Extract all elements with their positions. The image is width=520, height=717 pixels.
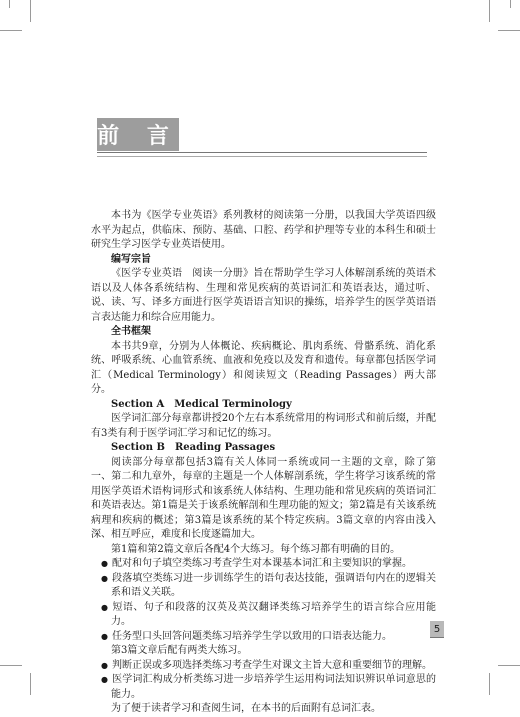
section-heading: Section A Medical Terminology xyxy=(111,398,292,410)
bullet-item: ● 段落填空类练习进一步训练学生的语句表达技能，强调语句内在的逻辑关系和语义关联。 xyxy=(91,572,436,601)
paragraph: 本书为《医学专业英语》系列教材的阅读第一分册，以我国大学英语四级水平为起点，供临床、预防、基础、口腔、药学和护理等专业的本科生和硕士研究生学习医学专业英语使用。 xyxy=(91,210,436,250)
section-heading: 编写宗旨 xyxy=(111,253,151,265)
crop-mark xyxy=(489,0,490,22)
paragraph: 本书共9章，分别为人体概论、疾病概论、肌肉系统、骨骼系统、消化系统、呼吸系统、心血管系统、血液和免疫以及发育和遗传。每章都包括医学词汇（Medical Terminology）和阅读短文（Reading Passages）两大部分。 xyxy=(91,340,436,395)
crop-mark xyxy=(489,673,490,695)
crop-mark xyxy=(30,673,31,695)
bullet-item: ● 配对和句子填空类练习考查学生对本课基本词汇和主要知识的掌握。 xyxy=(91,557,436,572)
page-number-rule xyxy=(430,637,444,638)
paragraph: 第3篇文章后配有两类大练习。 xyxy=(111,645,248,656)
paragraph: 《医学专业英语 阅读一分册》旨在帮助学生学习人体解剖系统的英语术语以及人体各系统结构、生理和常见疾病的英语词汇和英语表达，通过听、说、读、写、译多方面进行医学英语语言知识的操练，培养学生的医学英语语言表达能力和综合应用能力。 xyxy=(91,268,436,323)
crop-mark xyxy=(0,665,22,666)
crop-mark xyxy=(0,30,22,31)
bullet-item: ● 医学词汇构成分析类练习进一步培养学生运用构词法知识辨识单词意思的能力。 xyxy=(91,673,436,702)
crop-mark xyxy=(30,0,31,22)
heading-rule xyxy=(97,152,427,153)
page-number: 5 xyxy=(430,621,444,637)
paragraph: 阅读部分每章都包括3篇有关人体同一系统或同一主题的文章，除了第一、第二和九章外，每章的主题是一个人体解剖系统，学生将学习该系统的常用医学英语术语构词形式和该系统人体结构、生理功能和常见疾病的英语词汇和英语表达。第1篇是关于该系统解剖和生理功能的短文；第2篇是有关该系统病理和疾病的概述；第3篇是该系统的某个特定疾病。3篇文章的内容由浅入深、相互呼应，难度和长度逐篇加大。 xyxy=(91,456,436,540)
section-heading: Section B Reading Passages xyxy=(111,442,276,453)
crop-mark xyxy=(498,665,520,666)
paragraph: 为了便于读者学习和查阅生词，在本书的后面附有总词汇表。 xyxy=(111,703,381,714)
bullet-item: ● 判断正误或多项选择类练习考查学生对课文主旨大意和重要细节的理解。 xyxy=(91,659,436,674)
paragraph: 第1篇和第2篇文章后各配4个大练习。每个练习都有明确的目的。 xyxy=(111,543,401,555)
heading-rule xyxy=(97,156,427,157)
crop-mark xyxy=(510,0,511,8)
page-title: 前 言 xyxy=(97,124,179,149)
crop-mark xyxy=(9,0,10,8)
paragraph: 医学词汇部分每章都讲授20个左右本系统常用的构词形式和前后缀，并配有3类有利于医学词汇学习和记忆的练习。 xyxy=(91,413,436,439)
section-heading: 全书框架 xyxy=(111,326,151,337)
bullet-item: ● 任务型口头回答问题类练习培养学生学以致用的口语表达能力。 xyxy=(91,630,436,645)
crop-mark xyxy=(498,30,520,31)
preface-body xyxy=(91,209,436,717)
bullet-item: ● 短语、句子和段落的汉英及英汉翻译类练习培养学生的语言综合应用能力。 xyxy=(91,601,436,630)
